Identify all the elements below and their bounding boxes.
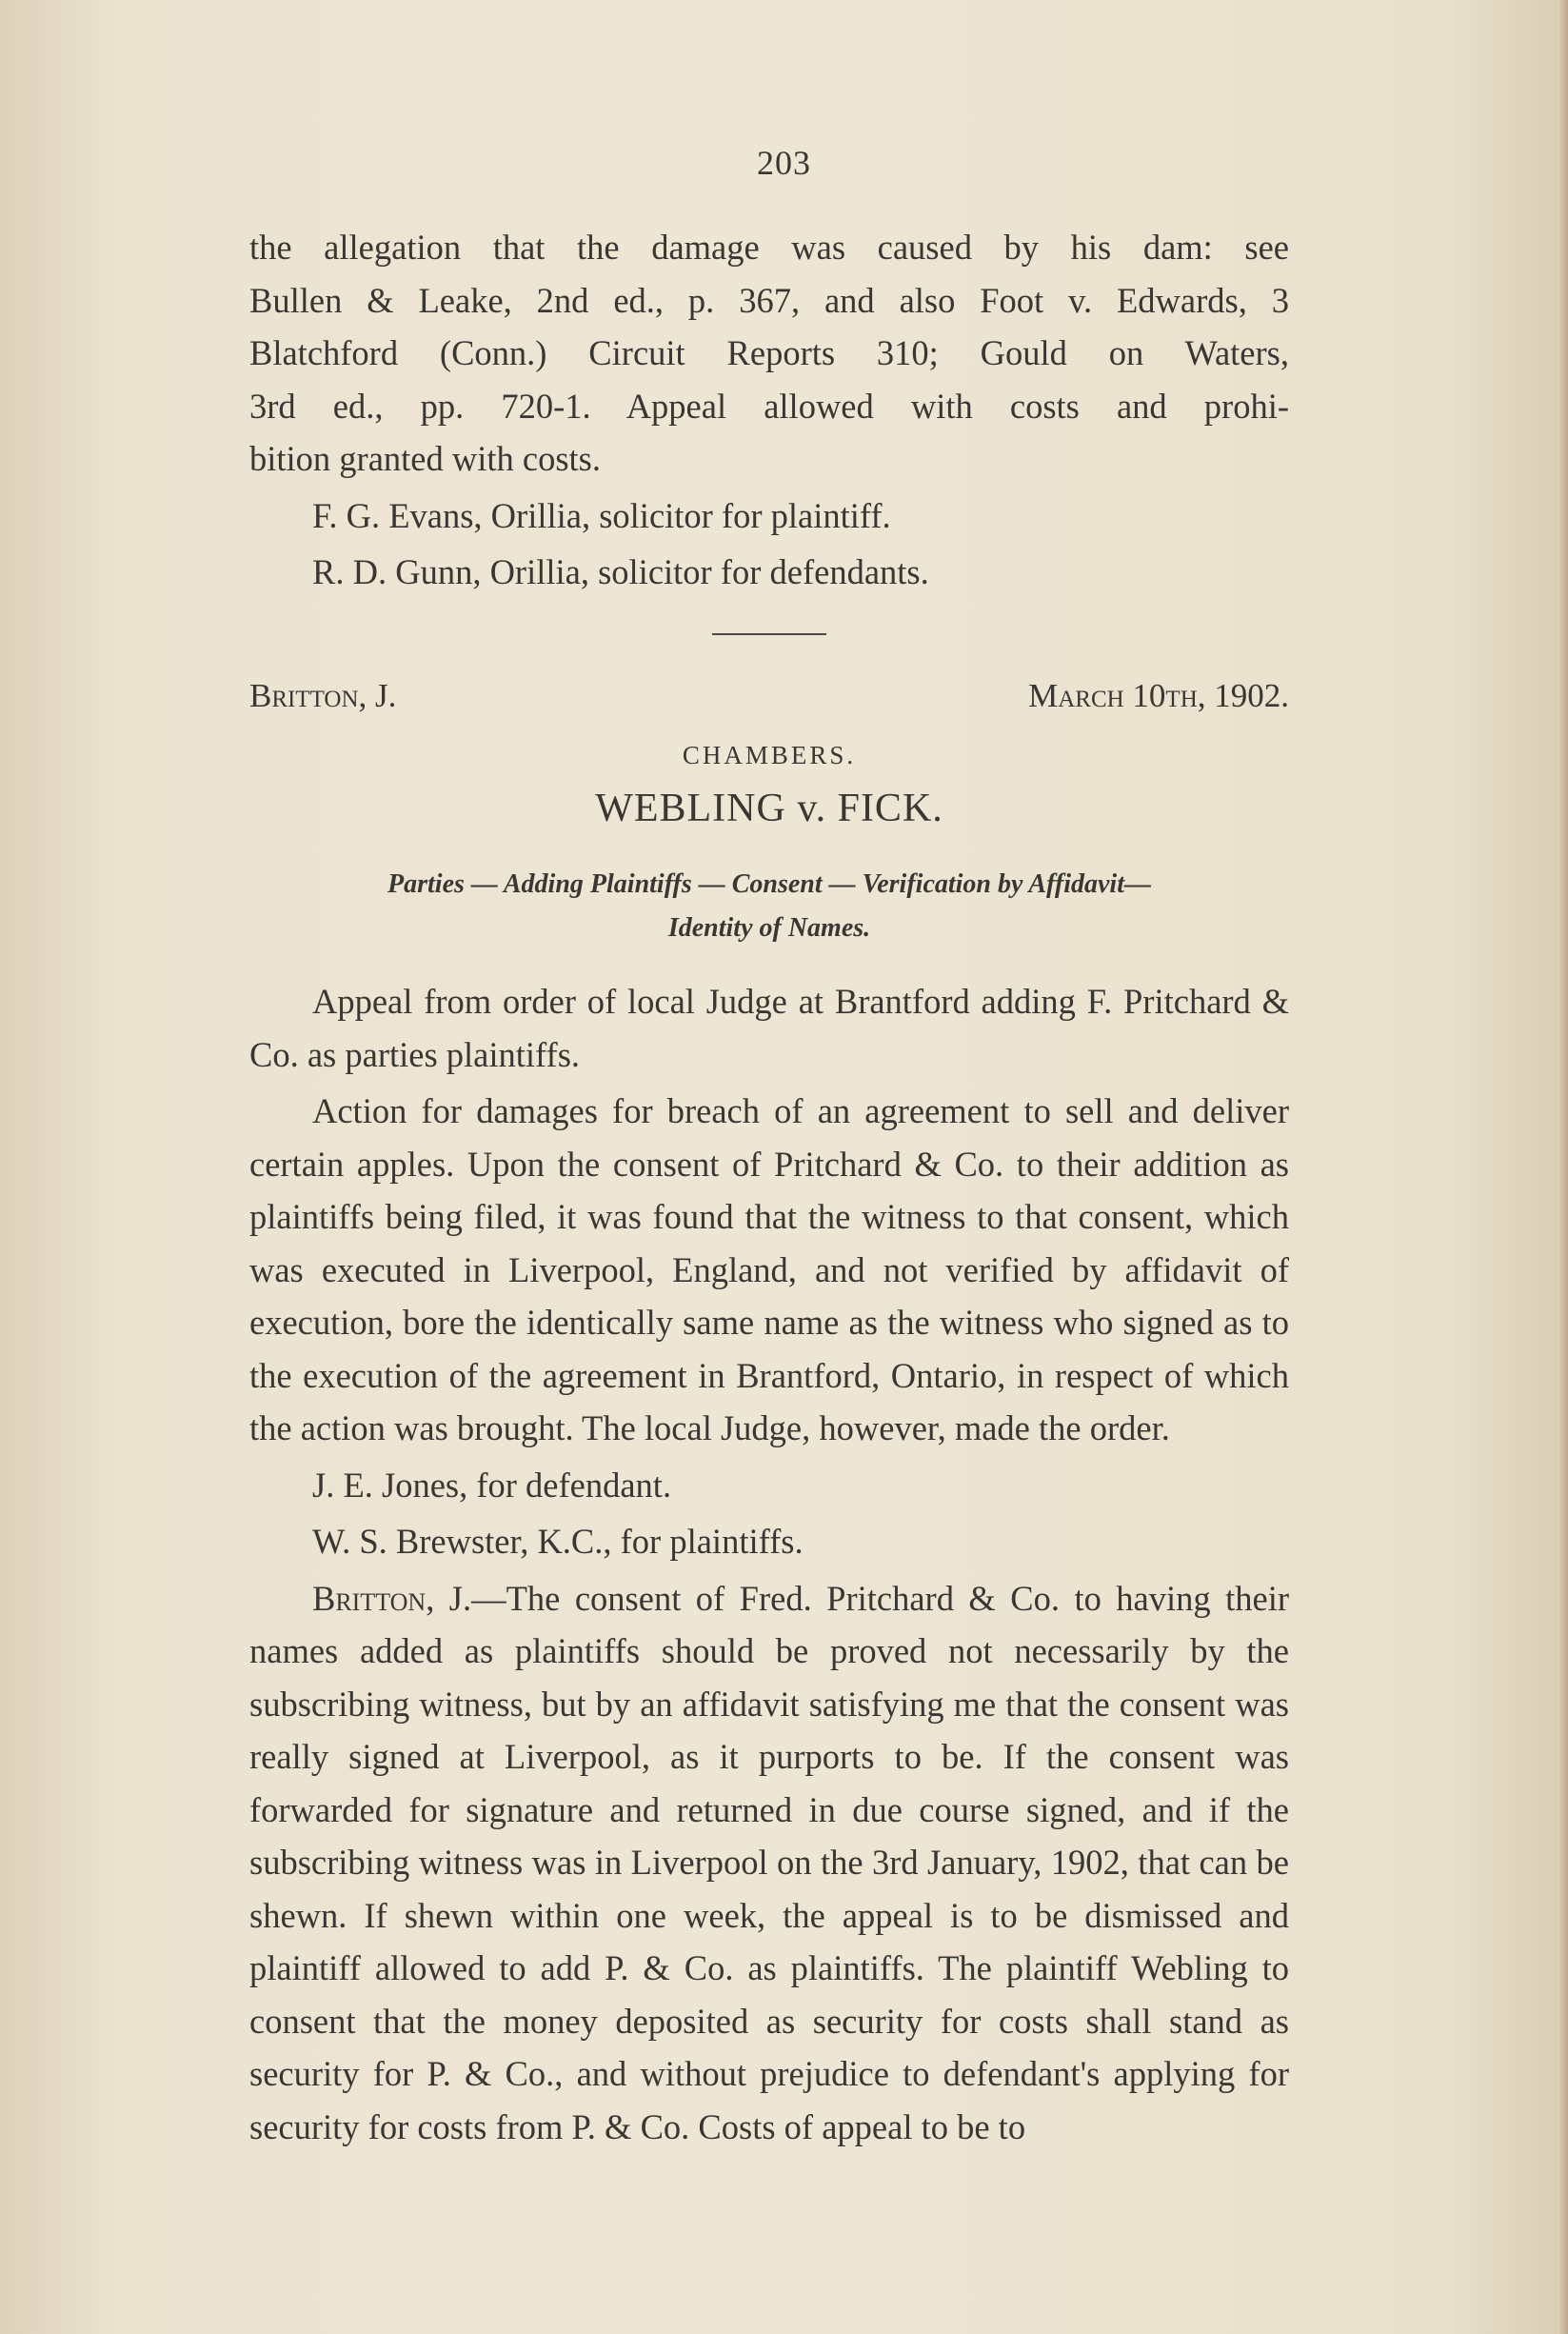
case-header-line xyxy=(249,669,1289,723)
judgment-paragraph xyxy=(249,1572,1289,2154)
section-divider xyxy=(712,633,826,635)
counsel-defendant: J. E. Jones, for defendant. xyxy=(312,1465,672,1505)
headnote-line: Parties — Adding Plaintiffs — Consent — Verification by Affidavit— xyxy=(387,869,1151,899)
facts-paragraph: Action for damages for breach of an agreement to sell and deliver certain apples. Upon the consent of Pritchard & Co. to their addition as plaintiffs being filed, it was found that the witness to that consent, which was executed in Liverpool, England, and not verified by affidavit of execution, bore the identically same name as the witness who signed as to the execution of the agreement in Brantford, Ontario, in respect of which the action was brought. The local Judge, however, made the order. xyxy=(249,1091,1289,1447)
continuation-line: bition granted with costs. xyxy=(249,439,602,478)
headnote xyxy=(268,863,1270,950)
continuation-paragraph xyxy=(249,221,1289,486)
continuation-line: the allegation that the damage was caused by his dam: see xyxy=(249,228,1289,267)
decision-date: March 10th, 1902. xyxy=(1028,676,1289,714)
judgment-text: —The consent of Fred. Pritchard & Co. to having their names added as plaintiffs should be proved not necessarily by the subscribing witness, but by an affidavit satisfying me that the consent was really signed at Liverpool, as it purports to be. If the consent was forwarded for signature and returned in due course signed, and if the subscribing witness was in Liverpool on the 3rd January, 1902, that can be shewn. If shewn within one week, the appeal is to be dismissed and plaintiff allowed to add P. & Co. as plaintiffs. The plaintiff Webling to consent that the money deposited as security for costs shall stand as security for P. & Co., and without prejudice to defendant's applying for security for costs from P. & Co. Costs of appeal to be to xyxy=(249,1578,1290,2146)
prev-counsel-plaintiff: F. G. Evans, Orillia, solicitor for plaintiff. xyxy=(312,495,891,535)
statement-paragraph: Appeal from order of local Judge at Brantford adding F. Pritchard & Co. as parties plaintiffs. xyxy=(249,982,1289,1074)
continuation-line: Blatchford (Conn.) Circuit Reports 310; Gould on Waters, xyxy=(249,333,1289,372)
counsel-plaintiffs: W. S. Brewster, K.C., for plaintiffs. xyxy=(312,1522,804,1561)
headnote-line: Identity of Names. xyxy=(667,913,871,943)
continuation-line: Bullen & Leake, 2nd ed., p. 367, and also Foot v. Edwards, 3 xyxy=(249,280,1289,320)
page-number: 203 xyxy=(757,144,811,182)
page-body xyxy=(249,221,1289,2153)
judgment-judge: Britton, J. xyxy=(312,1578,472,1618)
prev-counsel-defendants: R. D. Gunn, Orillia, solicitor for defendants. xyxy=(312,552,929,591)
continuation-line: 3rd ed., pp. 720-1. Appeal allowed with costs and prohi- xyxy=(249,386,1289,426)
court-name: CHAMBERS. xyxy=(682,741,857,769)
case-title: WEBLING v. FICK. xyxy=(595,787,943,830)
judge-name: Britton, J. xyxy=(249,676,397,714)
